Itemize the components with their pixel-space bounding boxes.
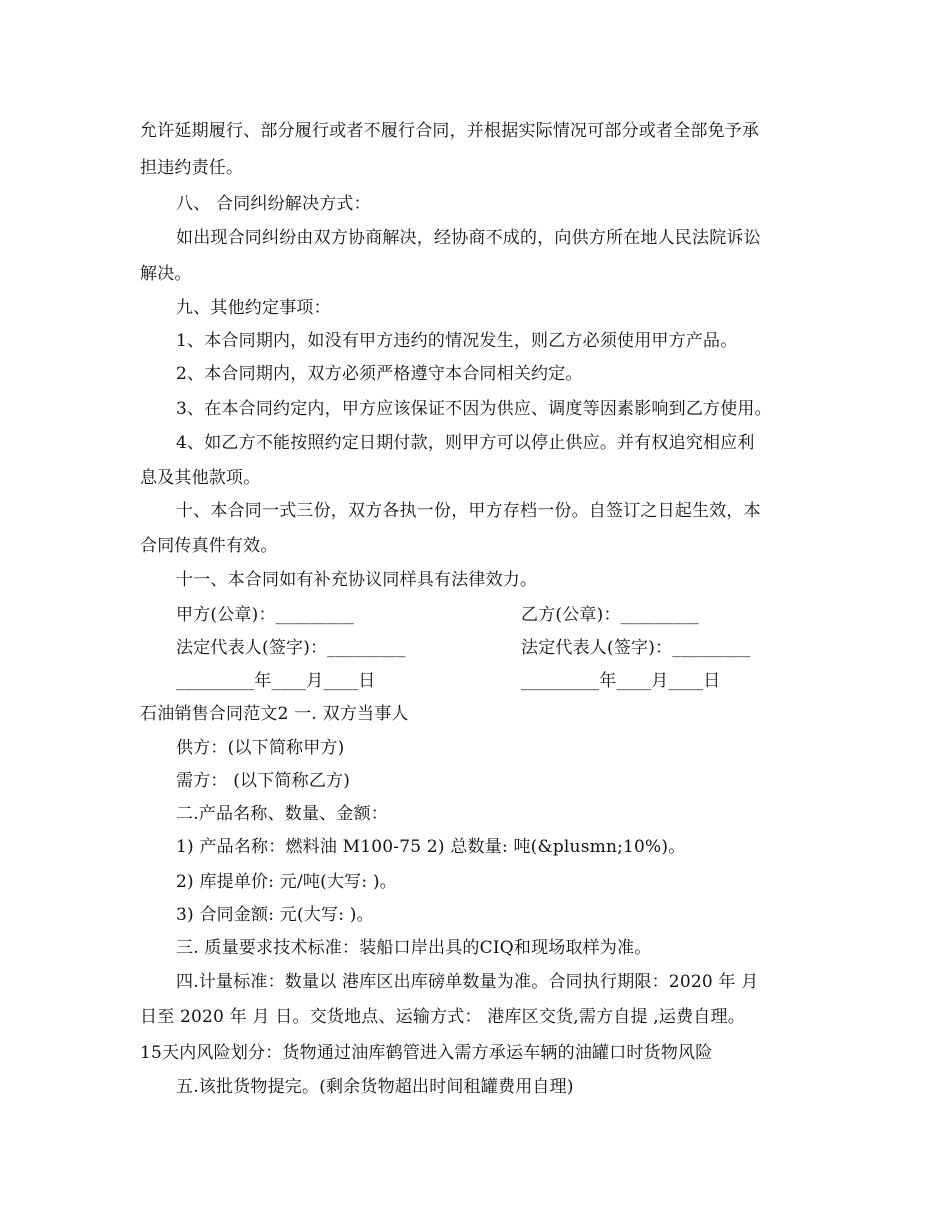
paragraph-line: 15天内风险划分：货物通过油库鹤管进入需方承运车辆的油罐口时货物风险 — [140, 1043, 713, 1063]
product-name-line: 1) 产品名称：燃料油 M100-75 2) 总数量: 吨(&plusmn;10%)。 — [176, 837, 686, 857]
section-heading-9: 九、其他约定事项： — [176, 298, 331, 318]
supplier-line: 供方：(以下简称甲方) — [176, 738, 345, 758]
clause-item-3: 3、在本合同约定内，甲方应该保证不因为供应、调度等因素影响到乙方使用。 — [176, 399, 772, 419]
section-heading-10: 十、本合同一式三份，双方各执一份，甲方存档一份。自签订之日起生效，本 — [176, 501, 761, 521]
paragraph-line: 允许延期履行、部分履行或者不履行合同，并根据实际情况可部分或者全部免予承 — [140, 121, 760, 141]
contract-amount-line: 3) 合同金额: 元(大写: )。 — [176, 905, 374, 925]
clause-item-2: 2、本合同期内，双方必须严格遵守本合同相关约定。 — [176, 364, 583, 384]
paragraph-line: 如出现合同纠纷由双方协商解决，经协商不成的，向供方所在地人民法院诉讼 — [176, 228, 761, 248]
paragraph-line: 日至 2020 年 月 日。交货地点、运输方式： 港库区交货,需方自提 ,运费自理。 — [140, 1007, 745, 1027]
party-a-seal-field: 甲方(公章)：_________ — [176, 605, 354, 625]
section-heading-5: 五.该批货物提完。(剩余货物超出时间租罐费用自理) — [176, 1077, 574, 1097]
section-heading-product: 二.产品名称、数量、金额： — [176, 804, 389, 824]
party-a-date-field: _________年____月____日 — [176, 671, 376, 691]
buyer-line: 需方： (以下简称乙方) — [176, 771, 351, 791]
paragraph-line: 解决。 — [140, 264, 192, 284]
party-b-representative-field: 法定代表人(签字)：_________ — [521, 638, 751, 658]
quality-standard-line: 三. 质量要求技术标准：装船口岸出具的CIQ和现场取样为准。 — [176, 938, 652, 958]
clause-item-1: 1、本合同期内，如没有甲方违约的情况发生，则乙方必须使用甲方产品。 — [176, 331, 738, 351]
document-title-2: 石油销售合同范文2 一. 双方当事人 — [140, 704, 409, 724]
section-heading-11: 十一、本合同如有补充协议同样具有法律效力。 — [176, 570, 538, 590]
paragraph-line: 担违约责任。 — [140, 158, 244, 178]
party-b-seal-field: 乙方(公章)：_________ — [521, 605, 699, 625]
paragraph-line: 合同传真件有效。 — [140, 536, 278, 556]
party-b-date-field: _________年____月____日 — [521, 671, 721, 691]
unit-price-line: 2) 库提单价: 元/吨(大写: )。 — [176, 872, 397, 892]
measurement-standard-line: 四.计量标准：数量以 港库区出库磅单数量为准。合同执行期限：2020 年 月 — [176, 972, 759, 992]
party-a-representative-field: 法定代表人(签字)：_________ — [176, 638, 406, 658]
section-heading-8: 八、 合同纠纷解决方式： — [176, 194, 371, 214]
paragraph-line: 息及其他款项。 — [140, 468, 261, 488]
clause-item-4: 4、如乙方不能按照约定日期付款，则甲方可以停止供应。并有权追究相应利 — [176, 433, 755, 453]
